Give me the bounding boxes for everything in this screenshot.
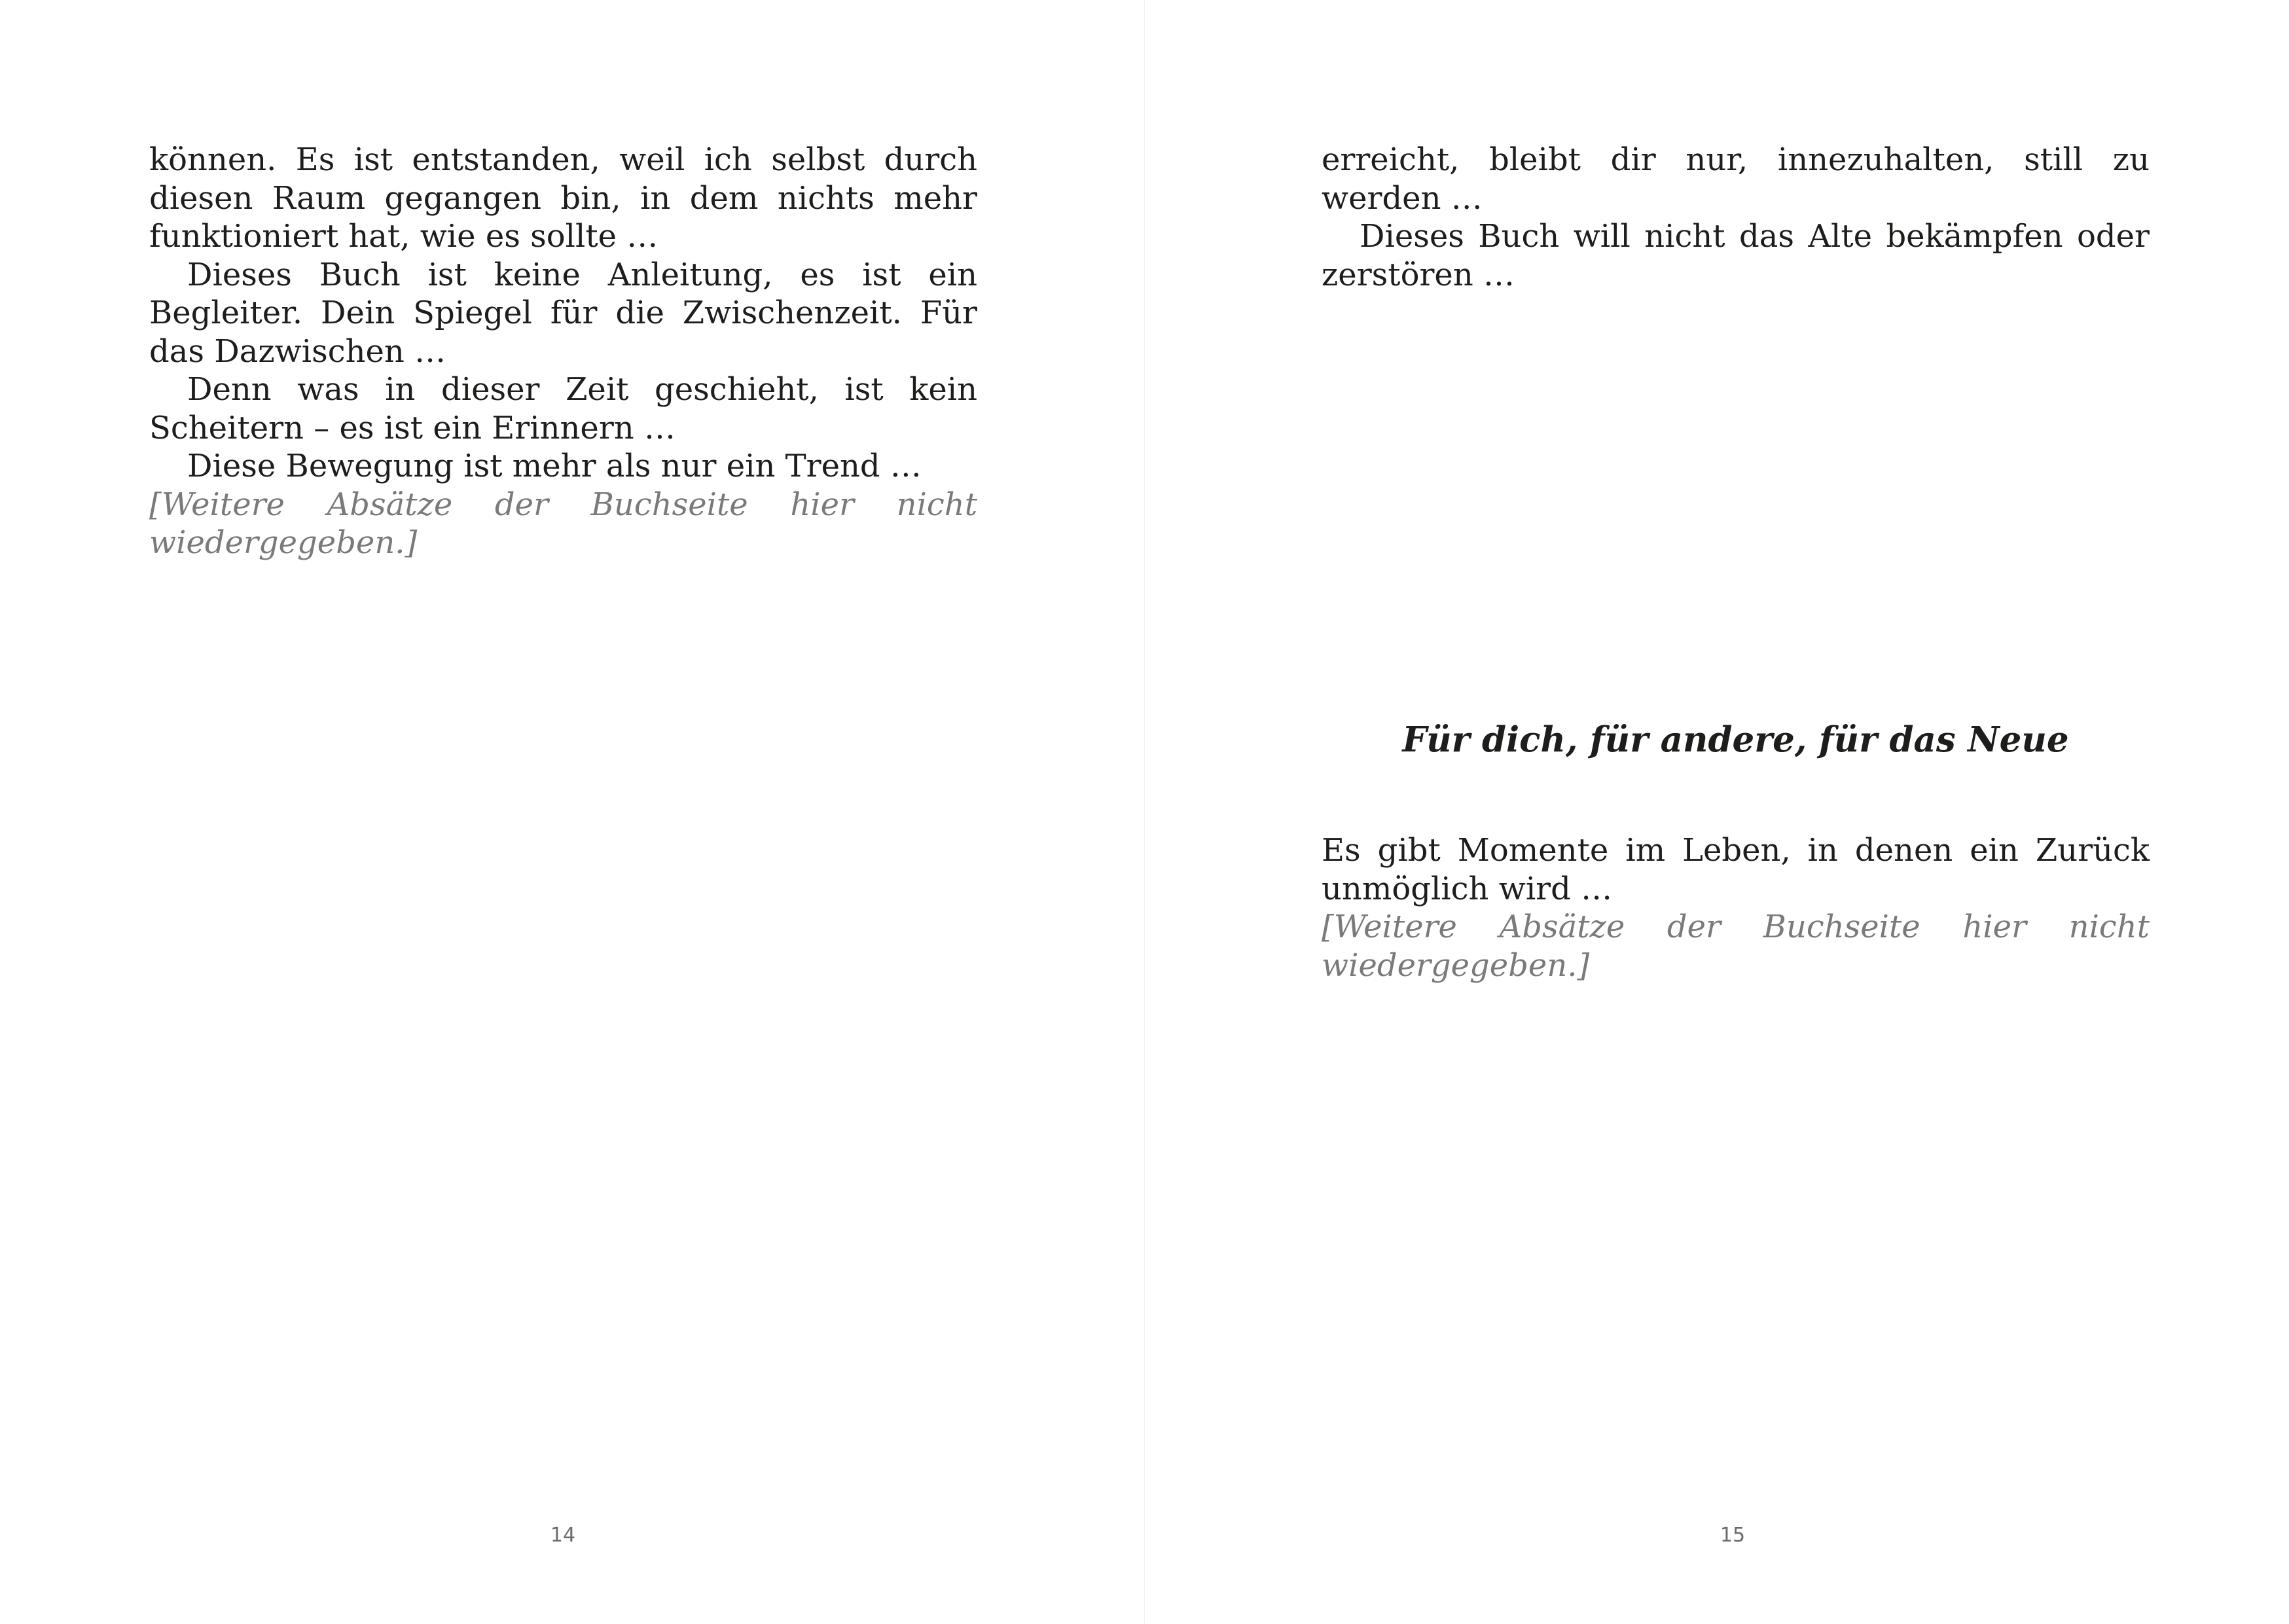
- right-paragraph-2: Dieses Buch will nicht das Alte bekämpfen oder zerstören …: [1322, 218, 2150, 293]
- left-page: [0, 0, 1144, 1624]
- right-page-number: 15: [1720, 1524, 1746, 1547]
- left-paragraph-4: Diese Bewegung ist mehr als nur ein Trend …: [187, 448, 922, 484]
- right-omitted-note: [Weitere Absätze der Buchseite hier nicht wiedergegeben.]: [1322, 909, 2150, 984]
- right-paragraph-1: erreicht, bleibt dir nur, innezuhalten, still zu werden …: [1322, 141, 2150, 217]
- left-body-text: [149, 141, 977, 562]
- left-omitted-note: [Weitere Absätze der Buchseite hier nicht wiedergegeben.]: [149, 486, 977, 561]
- left-paragraph-3: Denn was in dieser Zeit geschieht, ist kein Scheitern – es ist ein Erinnern …: [149, 371, 977, 446]
- left-page-number: 14: [550, 1524, 576, 1547]
- left-paragraph-2: Dieses Buch ist keine Anleitung, es ist ein Begleiter. Dein Spiegel für die Zwischenzeit. Für das Dazwischen …: [149, 256, 977, 370]
- section-heading: Für dich, für andere, für das Neue: [1402, 719, 2069, 760]
- right-body-text-top: [1322, 141, 2150, 294]
- right-page: [1145, 0, 2289, 1624]
- left-paragraph-1: können. Es ist entstanden, weil ich selbst durch diesen Raum gegangen bin, in dem nichts mehr funktioniert hat, wie es sollte …: [149, 141, 977, 255]
- right-body-text-bottom: [1322, 831, 2150, 984]
- right-paragraph-3: Es gibt Momente im Leben, in denen ein Zurück unmöglich wird …: [1322, 832, 2150, 907]
